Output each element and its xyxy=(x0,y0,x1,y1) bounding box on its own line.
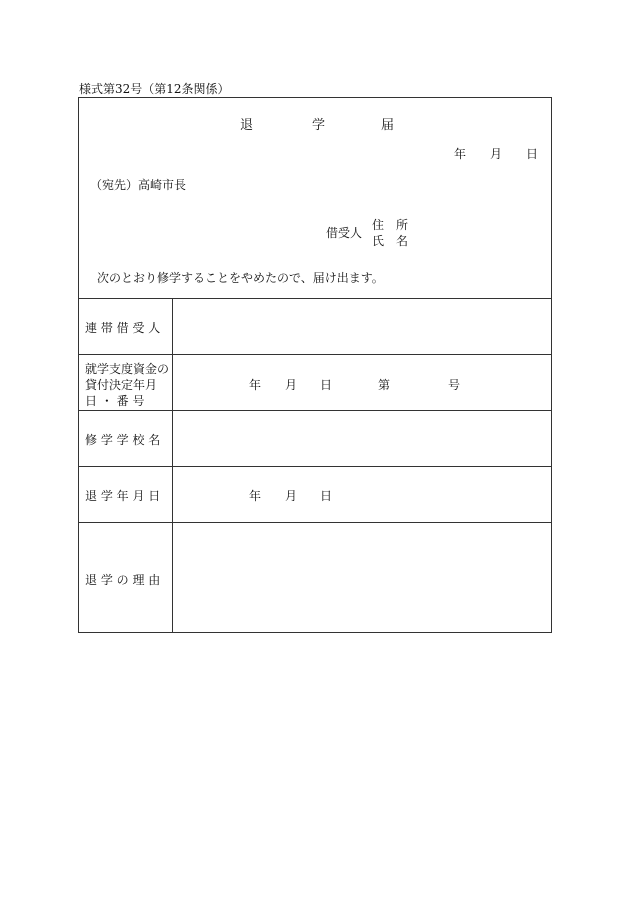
loan-number-suffix: 号 xyxy=(448,378,461,392)
withdrawal-year-label: 年 xyxy=(249,489,262,503)
loan-label-line2: 貸付決定年月 xyxy=(85,378,158,392)
reason-field[interactable] xyxy=(174,524,550,632)
loan-year-label: 年 xyxy=(249,378,262,392)
date-month-label: 月 xyxy=(490,147,503,161)
statement: 次のとおり修学することをやめたので、届け出ます。 xyxy=(97,271,384,285)
school-field[interactable] xyxy=(174,412,550,465)
guarantor-label: 連 帯 借 受 人 xyxy=(85,321,161,335)
withdrawal-notice-form xyxy=(78,97,552,633)
row-divider xyxy=(79,466,551,467)
date-day-label: 日 xyxy=(526,147,539,161)
loan-label-line3: 日 ・ 番 号 xyxy=(85,394,145,408)
date-year-label: 年 xyxy=(454,147,467,161)
guarantor-field[interactable] xyxy=(174,300,550,353)
title-char-2: 学 xyxy=(312,118,326,133)
loan-number-prefix: 第 xyxy=(378,378,391,392)
title-char-1: 退 xyxy=(240,118,254,133)
school-label: 修 学 学 校 名 xyxy=(85,433,161,447)
applicant-address-label: 住 所 xyxy=(372,218,409,232)
addressee: （宛先）高崎市長 xyxy=(90,178,187,192)
form-number: 様式第32号（第12条関係） xyxy=(79,82,230,96)
withdrawal-date-label: 退 学 年 月 日 xyxy=(85,489,161,503)
applicant-role: 借受人 xyxy=(326,226,363,240)
label-column-divider xyxy=(172,298,173,632)
withdrawal-month-label: 月 xyxy=(285,489,298,503)
title-char-3: 届 xyxy=(381,118,395,133)
applicant-name-label: 氏 名 xyxy=(372,234,409,248)
table-top-border xyxy=(79,298,551,299)
reason-label: 退 学 の 理 由 xyxy=(85,573,161,587)
loan-month-label: 月 xyxy=(285,378,298,392)
row-divider xyxy=(79,410,551,411)
loan-day-label: 日 xyxy=(320,378,333,392)
row-divider xyxy=(79,354,551,355)
loan-label-line1: 就学支度資金の xyxy=(85,362,170,376)
row-divider xyxy=(79,522,551,523)
withdrawal-day-label: 日 xyxy=(320,489,333,503)
